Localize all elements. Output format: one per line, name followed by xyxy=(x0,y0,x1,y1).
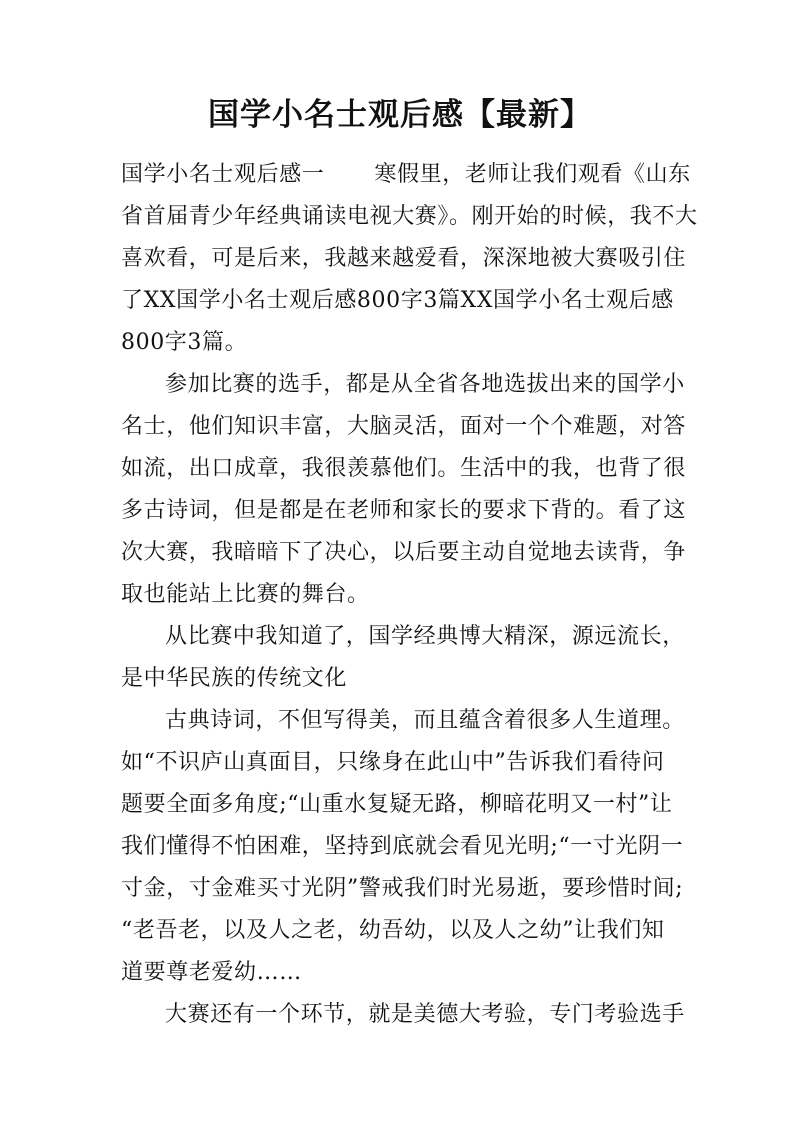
document-body xyxy=(121,154,698,1036)
document-title: 国学小名士观后感【最新】 xyxy=(208,97,592,133)
text-line: 是中华民族的传统文化 xyxy=(121,666,348,691)
text-line: 国学小名士观后感一 寒假里，老师让我们观看《山东 xyxy=(121,162,691,187)
text-line: 如流，出口成章，我很羡慕他们。生活中的我，也背了很 xyxy=(121,456,687,481)
text-line: 次大赛，我暗暗下了决心，以后要主动自觉地去读背，争 xyxy=(121,540,687,565)
text-line: 从比赛中我知道了，国学经典博大精深，源远流长， xyxy=(165,624,685,649)
text-line: 寸金，寸金难买寸光阴”警戒我们时光易逝，要珍惜时间; xyxy=(121,876,684,901)
text-line: 题要全面多角度;“山重水复疑无路，柳暗花明又一村”让 xyxy=(121,792,673,817)
text-line: 取也能站上比赛的舞台。 xyxy=(121,582,370,607)
text-line: 我们懂得不怕困难，坚持到底就会看见光明;“一寸光阴一 xyxy=(121,834,684,859)
text-line: 喜欢看，可是后来，我越来越爱看，深深地被大赛吸引住 xyxy=(121,246,687,271)
text-line: 参加比赛的选手，都是从全省各地选拔出来的国学小 xyxy=(165,372,685,397)
text-line: 800字3篇。 xyxy=(121,330,248,355)
text-line: 古典诗词，不但写得美，而且蕴含着很多人生道理。 xyxy=(165,708,685,733)
text-line: 如“不识庐山真面目，只缘身在此山中”告诉我们看待问 xyxy=(121,750,665,775)
text-line: 名士，他们知识丰富，大脑灵活，面对一个个难题，对答 xyxy=(121,414,687,439)
text-line: 多古诗词，但是都是在老师和家长的要求下背的。看了这 xyxy=(121,498,687,523)
text-line: 了XX国学小名士观后感800字3篇XX国学小名士观后感 xyxy=(121,288,674,313)
text-line: 省首届青少年经典诵读电视大赛》。刚开始的时候，我不大 xyxy=(121,204,698,229)
text-line: 大赛还有一个环节，就是美德大考验，专门考验选手 xyxy=(165,1002,685,1027)
text-line: “老吾老，以及人之老，幼吾幼，以及人之幼”让我们知 xyxy=(121,918,665,943)
text-line: 道要尊老爱幼…… xyxy=(121,960,302,985)
